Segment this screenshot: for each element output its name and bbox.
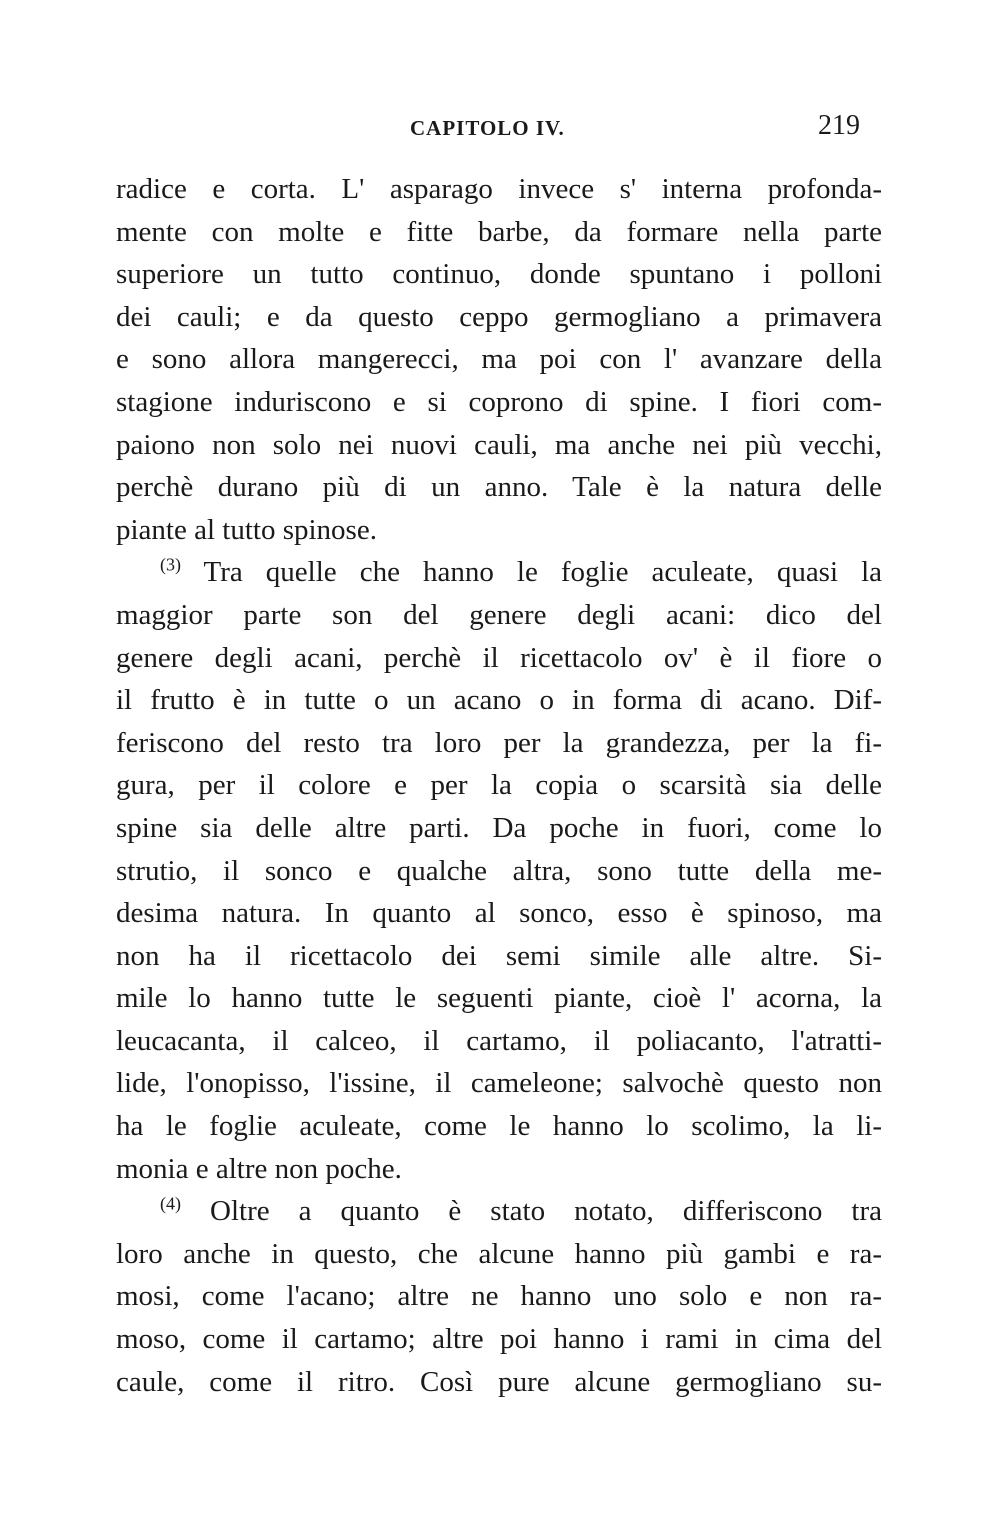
text-line: caule, come il ritro. Così pure alcune germogliano su-: [116, 1365, 882, 1398]
text-line: paiono non solo nei nuovi cauli, ma anche nei più vecchi,: [116, 428, 882, 461]
text-line: spine sia delle altre parti. Da poche in fuori, come lo: [116, 811, 882, 844]
text-line: radice e corta. L' asparago invece s' interna profonda-: [116, 173, 882, 205]
running-head: CAPITOLO IV.: [410, 116, 565, 140]
text-line: leucacanta, il calceo, il cartamo, il poliacanto, l'atratti-: [116, 1024, 882, 1057]
text-line: mente con molte e fitte barbe, da formare nella parte: [116, 215, 882, 248]
text-line: maggior parte son del genere degli acani: dico del: [116, 598, 882, 631]
text-line: perchè durano più di un anno. Tale è la natura delle: [116, 471, 882, 504]
text-line: [116, 551, 882, 594]
line-text: Oltre a quanto è stato notato, differiscono tra: [210, 1195, 882, 1228]
note-number: (4): [160, 1193, 181, 1214]
text-line: loro anche in questo, che alcune hanno più gambi e ra-: [116, 1237, 882, 1270]
text-line: gura, per il colore e per la copia o scarsità sia delle: [116, 769, 882, 802]
text-line: non ha il ricettacolo dei semi simile alle altre. Si-: [116, 939, 882, 972]
body-text: [116, 168, 882, 1403]
line-text: Tra quelle che hanno le foglie aculeate, quasi la: [203, 556, 882, 589]
text-line: strutio, il sonco e qualche altra, sono tutte della me-: [116, 854, 882, 887]
text-line: dei cauli; e da questo ceppo germogliano a primavera: [116, 300, 882, 333]
page-header: [0, 108, 1000, 148]
text-line: il frutto è in tutte o un acano o in forma di acano. Dif-: [116, 684, 882, 717]
text-line: mosi, come l'acano; altre ne hanno uno solo e non ra-: [116, 1280, 882, 1313]
page-number: 219: [818, 110, 860, 141]
text-line: stagione induriscono e si coprono di spine. I fiori com-: [116, 385, 882, 418]
paragraph: [116, 551, 882, 1190]
note-number: (3): [160, 554, 181, 575]
paragraph: [116, 1190, 882, 1403]
text-line: ha le foglie aculeate, come le hanno lo scolimo, la li-: [116, 1110, 882, 1143]
text-line: genere degli acani, perchè il ricettacolo ov' è il fiore o: [116, 641, 882, 674]
text-line: moso, come il cartamo; altre poi hanno i rami in cima del: [116, 1323, 882, 1356]
text-line: desima natura. In quanto al sonco, esso è spinoso, ma: [116, 897, 882, 930]
text-line: feriscono del resto tra loro per la grandezza, per la fi-: [116, 726, 882, 759]
text-line: piante al tutto spinose.: [116, 513, 377, 546]
text-line: monia e altre non poche.: [116, 1152, 402, 1185]
text-line: [116, 1190, 882, 1233]
text-line: superiore un tutto continuo, donde spuntano i polloni: [116, 258, 882, 291]
text-line: mile lo hanno tutte le seguenti piante, cioè l' acorna, la: [116, 982, 882, 1015]
text-line: lide, l'onopisso, l'issine, il cameleone; salvochè questo non: [116, 1067, 882, 1100]
text-line: e sono allora mangerecci, ma poi con l' avanzare della: [116, 343, 882, 376]
paragraph: [116, 168, 882, 551]
